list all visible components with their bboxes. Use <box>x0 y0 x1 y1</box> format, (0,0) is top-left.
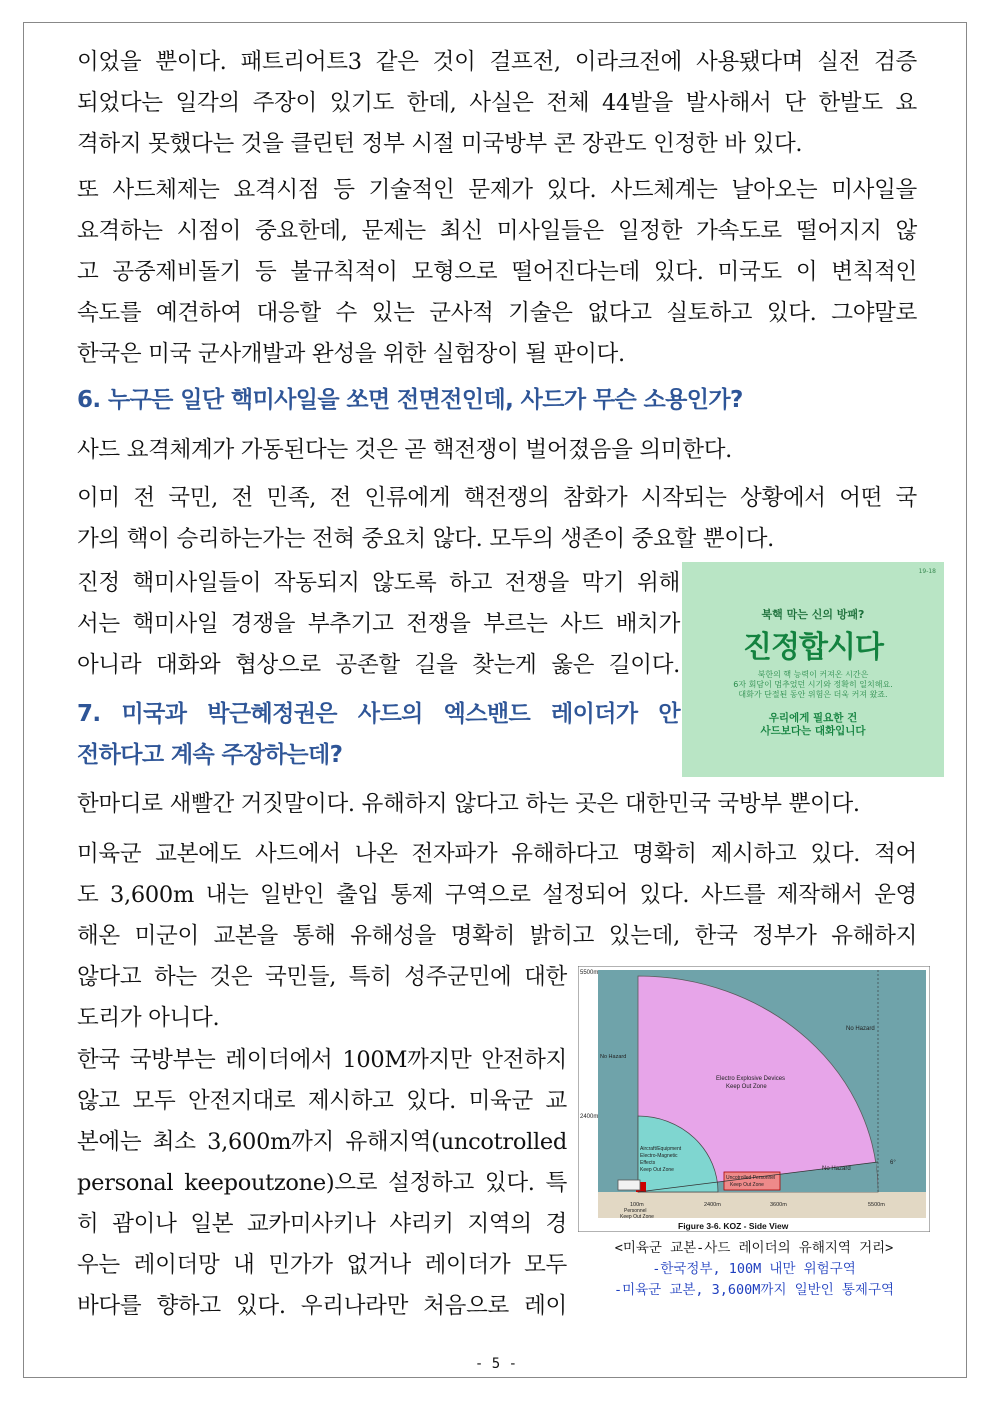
text-line: 가의 핵이 승리하는가는 전혀 중요치 않다. 모두의 생존이 중요할 뿐이다. <box>77 526 774 552</box>
x-label-100: 100m <box>630 1202 644 1208</box>
aircraft-label-line: Aircraft/Equipment <box>640 1146 682 1152</box>
paragraph-nuclear-war: 사드 요격체계가 가동된다는 것은 곧 핵전쟁이 벌어졌음을 의미한다. <box>77 437 732 463</box>
x-label-5500: 5500m <box>868 1202 885 1208</box>
paragraph-patriot <box>77 42 917 165</box>
text-line: 아니라 대화와 협상으로 공존할 길을 찾는게 옳은 길이다. <box>77 652 680 678</box>
page-number: - 5 - <box>474 1356 518 1372</box>
text-line: 히 괌이나 일본 교카미사키나 샤리키 지역의 경 <box>77 1211 567 1237</box>
text-line: 진정 핵미사일들이 작동되지 않도록 하고 전쟁을 막기 위해 <box>77 570 680 596</box>
campaign-poster <box>682 562 944 777</box>
paragraph-lie: 한마디로 새빨간 거짓말이다. 유해하지 않다고 하는 곳은 대한민국 국방부 뿐이다. <box>77 791 860 817</box>
radar-label-line: Personnel <box>624 1208 647 1214</box>
text-line: 속도를 예견하여 대응할 수 있는 군사적 기술은 없다고 실토하고 있다. 그야말로 <box>77 300 917 326</box>
personnel-label-line: Keep Out Zone <box>730 1182 764 1188</box>
heading-line: 7. 미국과 박근혜정권은 사드의 엑스밴드 레이더가 안 <box>77 701 680 727</box>
text-line: 미육군 교본에도 사드에서 나온 전자파가 유해하다고 명확히 제시하고 있다. 적어 <box>77 841 917 867</box>
text-line: 바다를 향하고 있다. 우리나라만 처음으로 레이 <box>77 1293 567 1319</box>
text-line: 우는 레이더망 내 민가가 없거나 레이더가 모두 <box>77 1252 567 1278</box>
text-line: 이미 전 국민, 전 민족, 전 인류에게 핵전쟁의 참화가 시작되는 상황에서 어떤 국 <box>77 485 917 511</box>
no-hazard-left: No Hazard <box>600 1054 627 1060</box>
poster-message-line: 사드보다는 대화입니다 <box>760 725 866 737</box>
text-line: 본에는 최소 3,600m까지 유해지역(uncotrolled <box>77 1129 567 1155</box>
koz-side-view-figure <box>578 966 930 1232</box>
text-line: 요격하는 시점이 중요한데, 문제는 최신 미사일들은 일정한 가속도로 떨어지지 않 <box>77 218 917 244</box>
text-line: 도 3,600m 내는 일반인 출입 통제 구역으로 설정되어 있다. 사드를 제작해서 운영 <box>77 882 917 908</box>
poster-message <box>682 712 944 738</box>
poster-message-line: 우리에게 필요한 건 <box>768 712 858 724</box>
caption-us-army: -미육군 교본, 3,600M까지 일반인 통제구역 <box>613 1282 895 1298</box>
text-line: 되었다는 일각의 주장이 있기도 한데, 사실은 전체 44발을 발사해서 단 한발도 요 <box>77 90 917 116</box>
caption-title: <미육군 교본-사드 레이더의 유해지역 거리> <box>614 1240 894 1256</box>
aircraft-label-line: Effects <box>640 1160 656 1166</box>
radar-label-line: Keep Out Zone <box>620 1214 654 1220</box>
angle-label: 6° <box>890 1160 896 1166</box>
paragraph-defense-ministry <box>77 1040 567 1327</box>
text-line: 한국 국방부는 레이더에서 100M까지만 안전하지 <box>77 1047 567 1073</box>
text-line: 이었을 뿐이다. 패트리어트3 같은 것이 걸프전, 이라크전에 사용됐다며 실전 검증 <box>77 49 917 75</box>
paragraph-intercept-timing <box>77 170 917 375</box>
x-label-3600: 3600m <box>770 1202 787 1208</box>
heading-section-7 <box>77 694 680 776</box>
y-label-top: 5500m <box>580 970 599 976</box>
text-line: 고 공중제비돌기 등 불규칙적이 모형으로 떨어진다는데 있다. 미국도 이 변칙적인 <box>77 259 917 285</box>
no-hazard-top: No Hazard <box>846 1026 875 1032</box>
poster-corner-code: 19-18 <box>918 568 936 575</box>
caption-korea-gov: -한국정부, 100M 내만 위험구역 <box>652 1261 856 1277</box>
poster-body-line: 6자 회담이 멈추었던 시기와 정확히 일치해요. <box>733 680 893 689</box>
heading-line: 전하다고 계속 주장하는데? <box>77 742 343 768</box>
y-label-mid: 2400m <box>580 1114 599 1120</box>
text-line: 않다고 하는 것은 국민들, 특히 성주군민에 대한 <box>77 964 567 990</box>
poster-subtitle: 북핵 막는 신의 방패? <box>761 608 865 621</box>
figure-title: Figure 3-6. KOZ - Side View <box>678 1221 789 1231</box>
eed-label-line: Electro Explosive Devices <box>716 1076 786 1082</box>
text-line: 해온 미군이 교본을 통해 유해성을 명확히 밝히고 있는데, 한국 정부가 유해하지 <box>77 923 917 949</box>
aircraft-label-line: Keep Out Zone <box>640 1167 674 1173</box>
figure-caption <box>576 1238 932 1301</box>
eed-label-line: Keep Out Zone <box>726 1084 767 1090</box>
poster-body-line: 북한의 핵 능력이 커져온 시간은 <box>757 670 869 679</box>
text-line: 또 사드체제는 요격시점 등 기술적인 문제가 있다. 사드체계는 날아오는 미사일을 <box>77 177 917 203</box>
text-line: personal keepoutzone)으로 설정하고 있다. 특 <box>77 1170 567 1196</box>
x-label-2400: 2400m <box>704 1202 721 1208</box>
aircraft-label-line: Electro-Magnetic <box>640 1153 678 1159</box>
poster-body <box>682 670 944 700</box>
heading-section-6: 6. 누구든 일단 핵미사일을 쏘면 전면전인데, 사드가 무슨 소용인가? <box>77 387 743 413</box>
text-line: 격하지 못했다는 것을 클린턴 정부 시절 미국방부 콘 장관도 인정한 바 있다. <box>77 131 803 157</box>
personnel-label-line: Uncotrolled Personnel <box>726 1175 776 1181</box>
poster-title: 진정합시다 <box>743 630 883 665</box>
text-line: 한국은 미국 군사개발과 완성을 위한 실험장이 될 판이다. <box>77 341 625 367</box>
no-hazard-right: No Hazard <box>822 1166 851 1172</box>
text-line: 서는 핵미사일 경쟁을 부추기고 전쟁을 부르는 사드 배치가 <box>77 611 680 637</box>
poster-body-line: 대화가 단절된 동안 위험은 더욱 커져 왔죠. <box>738 690 888 699</box>
paragraph-dialogue <box>77 563 680 686</box>
paragraph-survival <box>77 478 917 560</box>
text-line: 도리가 아니다. <box>77 1005 220 1031</box>
radar-icon <box>618 1180 640 1190</box>
text-line: 않고 모두 안전지대로 제시하고 있다. 미육군 교 <box>77 1088 567 1114</box>
